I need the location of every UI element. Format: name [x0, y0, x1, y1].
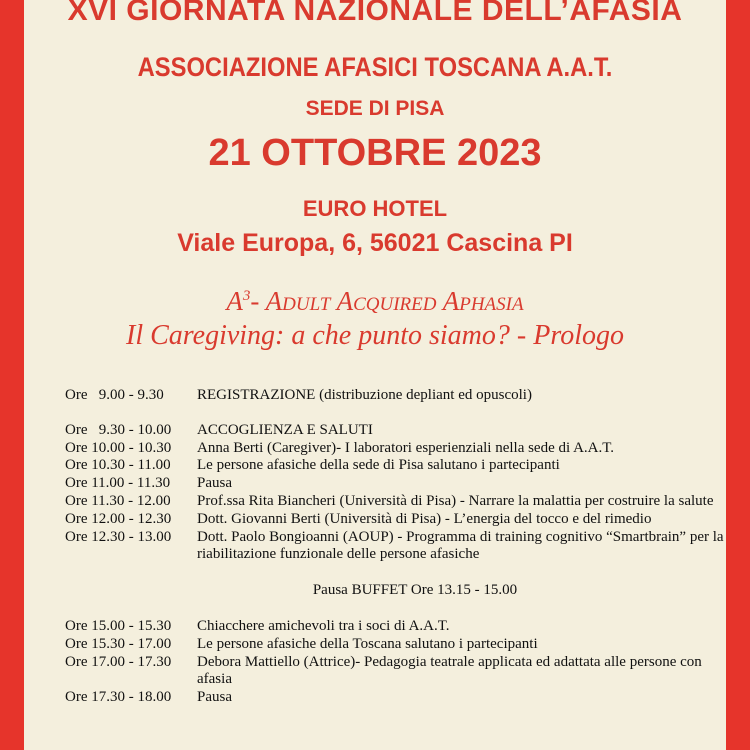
schedule-description: Dott. Giovanni Berti (Università di Pisa) - L’energia del tocco e del rimedio	[197, 510, 652, 527]
schedule-description: Dott. Paolo Bongioanni (AOUP) - Programma di training cognitivo “Smartbrain” per la riabilitazione funzionale delle persone afasiche	[197, 528, 724, 563]
schedule-time: Ore 15.00 - 15.30	[65, 617, 172, 634]
title-rest: - Adult Acquired Aphasia	[250, 286, 524, 316]
schedule-description: Le persone afasiche della Toscana salutano i partecipanti	[197, 635, 538, 652]
schedule-time: Ore 11.30 - 12.00	[65, 492, 171, 509]
schedule-description: Anna Berti (Caregiver)- I laboratori esperienziali nella sede di A.A.T.	[197, 439, 615, 456]
schedule-group-afternoon	[65, 618, 725, 707]
schedule-description: Debora Mattiello (Attrice)- Pedagogia teatrale applicata ed adattata alle persone con afasia	[197, 653, 702, 688]
schedule-time: Ore 12.00 - 12.30	[65, 510, 172, 527]
schedule-time: Ore 12.30 - 13.00	[65, 528, 172, 545]
schedule-time: Ore 11.00 - 11.30	[65, 475, 171, 492]
schedule-time: Ore 9.30 - 10.00	[65, 421, 172, 438]
conference-title	[24, 286, 726, 317]
schedule-time: Ore 9.00 - 9.30	[65, 387, 164, 403]
schedule-row	[65, 422, 725, 440]
schedule-group-morning	[65, 422, 725, 564]
location-subtitle: SEDE DI PISA	[305, 97, 445, 120]
venue-address: Viale Europa, 6, 56021 Cascina PI	[177, 229, 573, 257]
schedule-row	[65, 654, 725, 690]
schedule-row	[65, 440, 725, 458]
schedule-description: REGISTRAZIONE (distribuzione depliant ed opuscoli)	[197, 387, 532, 403]
schedule-row	[65, 618, 725, 636]
poster-panel	[24, 0, 726, 750]
schedule-description: Chiacchere amichevoli tra i soci di A.A.T.	[197, 617, 450, 634]
schedule-time: Ore 15.30 - 17.00	[65, 635, 172, 652]
lunch-break: Pausa BUFFET Ore 13.15 - 15.00	[312, 582, 518, 599]
title-letter: A	[226, 286, 243, 316]
schedule-row	[65, 493, 725, 511]
schedule-row	[65, 457, 725, 475]
conference-subtitle: Il Caregiving: a che punto siamo? - Prologo	[126, 320, 624, 351]
schedule-time: Ore 17.00 - 17.30	[65, 653, 172, 670]
schedule-time: Ore 17.30 - 18.00	[65, 689, 172, 706]
schedule-row	[65, 529, 725, 565]
venue-name: EURO HOTEL	[302, 196, 448, 221]
association-name: ASSOCIAZIONE AFASICI TOSCANA A.A.T.	[137, 52, 613, 82]
schedule-description: Pausa	[197, 689, 232, 706]
schedule-row	[65, 689, 725, 707]
event-title: XVI GIORNATA NAZIONALE DELL’AFASIA	[67, 0, 683, 27]
schedule-row	[65, 387, 725, 405]
title-superscript: 3	[242, 288, 251, 304]
schedule-description: Pausa	[197, 475, 232, 492]
schedule	[65, 387, 725, 707]
schedule-row	[65, 475, 725, 493]
event-date: 21 OTTOBRE 2023	[208, 132, 542, 174]
schedule-group-morning-registration	[65, 387, 725, 405]
schedule-time: Ore 10.30 - 11.00	[65, 457, 171, 474]
schedule-description: ACCOGLIENZA E SALUTI	[197, 421, 373, 438]
schedule-row	[65, 636, 725, 654]
schedule-row	[65, 511, 725, 529]
schedule-description: Prof.ssa Rita Biancheri (Università di Pisa) - Narrare la malattia per costruire la salute	[197, 492, 714, 509]
schedule-description: Le persone afasiche della sede di Pisa salutano i partecipanti	[197, 457, 560, 474]
schedule-time: Ore 10.00 - 10.30	[65, 439, 172, 456]
